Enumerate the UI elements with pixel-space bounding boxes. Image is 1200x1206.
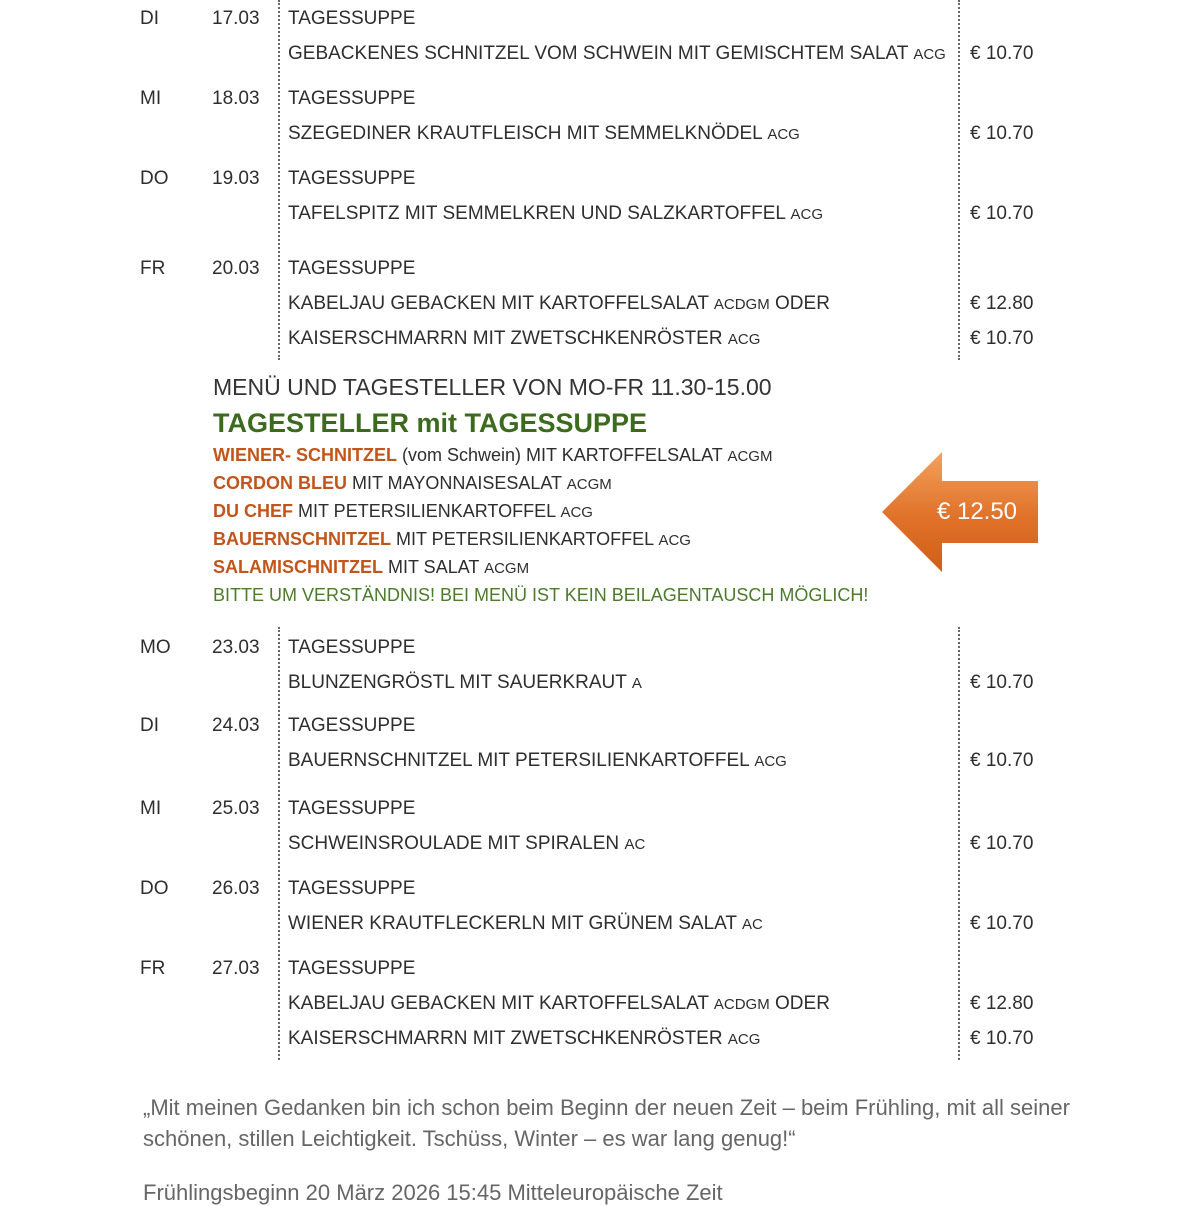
no-side-swap-note: BITTE UM VERSTÄNDNIS! BEI MENÜ IST KEIN BEILAGENTAUSCH MÖGLICH! — [213, 585, 869, 605]
dish-line — [288, 750, 787, 772]
dish-line — [288, 293, 830, 315]
allergen-codes: ACG — [727, 1031, 761, 1048]
column-divider — [958, 0, 960, 360]
dish-price: € 10.70 — [970, 203, 1034, 224]
allergen-codes: ACG — [790, 206, 824, 223]
dish-line — [288, 672, 642, 694]
dish-line — [288, 833, 645, 855]
dish-line — [288, 993, 830, 1015]
tagesteller-price: € 12.50 — [936, 498, 1018, 525]
dish-name: TAGESSUPPE — [288, 958, 416, 979]
dish-price: € 10.70 — [970, 913, 1034, 934]
date-label: 19.03 — [212, 168, 260, 189]
date-label: 23.03 — [212, 637, 260, 658]
soup-line — [288, 637, 415, 659]
date-label: 27.03 — [212, 958, 260, 979]
allergen-codes: ACG — [767, 126, 800, 143]
soup-line — [288, 798, 415, 820]
dish-line — [288, 203, 823, 225]
allergen-codes: ACDGM — [713, 996, 770, 1013]
weekday-label: MO — [140, 637, 171, 658]
dish-price: € 10.70 — [970, 672, 1034, 693]
dish-name: TAGESSUPPE — [288, 258, 416, 279]
date-label: 26.03 — [212, 878, 260, 899]
dish-line — [288, 43, 946, 65]
soup-line — [288, 878, 415, 900]
or-connector: ODER — [775, 293, 830, 314]
allergen-codes: ACG — [754, 753, 787, 770]
dish-name: GEBACKENES SCHNITZEL VOM SCHWEIN MIT GEMISCHTEM SALAT — [288, 43, 909, 64]
tagesteller-item: BAUERNSCHNITZEL MIT PETERSILIENKARTOFFEL ACG — [213, 529, 691, 549]
tagesteller-title: TAGESTELLER mit TAGESSUPPE — [213, 408, 648, 438]
soup-line — [288, 258, 415, 280]
dish-name: BAUERNSCHNITZEL MIT PETERSILIENKARTOFFEL — [288, 750, 750, 771]
dish-name: TAGESSUPPE — [288, 8, 416, 29]
dish-price: € 10.70 — [970, 328, 1034, 349]
soup-line — [288, 715, 415, 737]
dish-name: TAGESSUPPE — [288, 637, 416, 658]
spring-date-footer: Frühlingsbeginn 20 März 2026 15:45 Mitteleuropäische Zeit — [143, 1180, 723, 1205]
dish-name: KABELJAU GEBACKEN MIT KARTOFFELSALAT — [288, 993, 709, 1014]
dish-name: KABELJAU GEBACKEN MIT KARTOFFELSALAT — [288, 293, 709, 314]
date-label: 17.03 — [212, 8, 260, 29]
allergen-codes: A — [631, 675, 642, 692]
tagesteller-item: SALAMISCHNITZEL MIT SALAT ACGM — [213, 557, 530, 577]
weekday-label: DO — [140, 878, 169, 899]
dish-price: € 10.70 — [970, 833, 1034, 854]
weekday-label: FR — [140, 258, 166, 279]
soup-line — [288, 8, 415, 30]
dish-price: € 12.80 — [970, 993, 1034, 1014]
tagesteller-item: DU CHEF MIT PETERSILIENKARTOFFEL ACG — [213, 501, 593, 521]
allergen-codes: ACG — [727, 331, 761, 348]
dish-name: KAISERSCHMARRN MIT ZWETSCHKENRÖSTER — [288, 1028, 723, 1049]
dish-name: TAGESSUPPE — [288, 168, 416, 189]
dish-name: SZEGEDINER KRAUTFLEISCH MIT SEMMELKNÖDEL — [288, 123, 763, 144]
soup-line — [288, 168, 415, 190]
or-connector: ODER — [775, 993, 830, 1014]
dish-name: TAGESSUPPE — [288, 715, 416, 736]
tagesteller-item: CORDON BLEU MIT MAYONNAISESALAT ACGM — [213, 473, 612, 493]
dish-price: € 12.80 — [970, 293, 1034, 314]
menu-hours-heading: MENÜ UND TAGESTELLER VON MO-FR 11.30-15.00 — [213, 374, 772, 400]
date-label: 24.03 — [212, 715, 260, 736]
dish-line — [288, 123, 800, 145]
allergen-codes: AC — [624, 836, 646, 853]
spring-quote: „Mit meinen Gedanken bin ich schon beim Beginn der neuen Zeit – beim Frühling, mit all seiner schönen, stillen Leichtigkeit. Tschüss, Winter – es war lang genug!“ — [143, 1095, 1070, 1151]
dish-price: € 10.70 — [970, 123, 1034, 144]
dish-price: € 10.70 — [970, 750, 1034, 771]
weekday-label: MI — [140, 798, 162, 819]
weekday-label: MI — [140, 88, 162, 109]
dish-line — [288, 1028, 760, 1050]
soup-line — [288, 88, 415, 110]
column-divider — [278, 0, 280, 360]
weekday-label: FR — [140, 958, 166, 979]
date-label: 18.03 — [212, 88, 260, 109]
soup-line — [288, 958, 415, 980]
allergen-codes: AC — [741, 916, 763, 933]
dish-name: SCHWEINSROULADE MIT SPIRALEN — [288, 833, 620, 854]
column-divider — [958, 627, 960, 1060]
allergen-codes: ACG — [913, 46, 946, 63]
date-label: 20.03 — [212, 258, 260, 279]
dish-name: TAFELSPITZ MIT SEMMELKREN UND SALZKARTOFFEL — [288, 203, 786, 224]
dish-line — [288, 913, 763, 935]
column-divider — [278, 627, 280, 1060]
weekday-label: DI — [140, 8, 159, 29]
dish-name: TAGESSUPPE — [288, 798, 416, 819]
weekday-label: DI — [140, 715, 159, 736]
weekday-label: DO — [140, 168, 169, 189]
dish-name: WIENER KRAUTFLECKERLN MIT GRÜNEM SALAT — [288, 913, 737, 934]
dish-price: € 10.70 — [970, 43, 1034, 64]
dish-line — [288, 328, 760, 350]
tagesteller-item: WIENER- SCHNITZEL (vom Schwein) MIT KARTOFFELSALAT ACGM — [213, 445, 773, 465]
date-label: 25.03 — [212, 798, 260, 819]
allergen-codes: ACDGM — [713, 296, 770, 313]
dish-name: KAISERSCHMARRN MIT ZWETSCHKENRÖSTER — [288, 328, 723, 349]
dish-name: TAGESSUPPE — [288, 878, 416, 899]
dish-price: € 10.70 — [970, 1028, 1034, 1049]
dish-name: BLUNZENGRÖSTL MIT SAUERKRAUT — [288, 672, 627, 693]
dish-name: TAGESSUPPE — [288, 88, 416, 109]
